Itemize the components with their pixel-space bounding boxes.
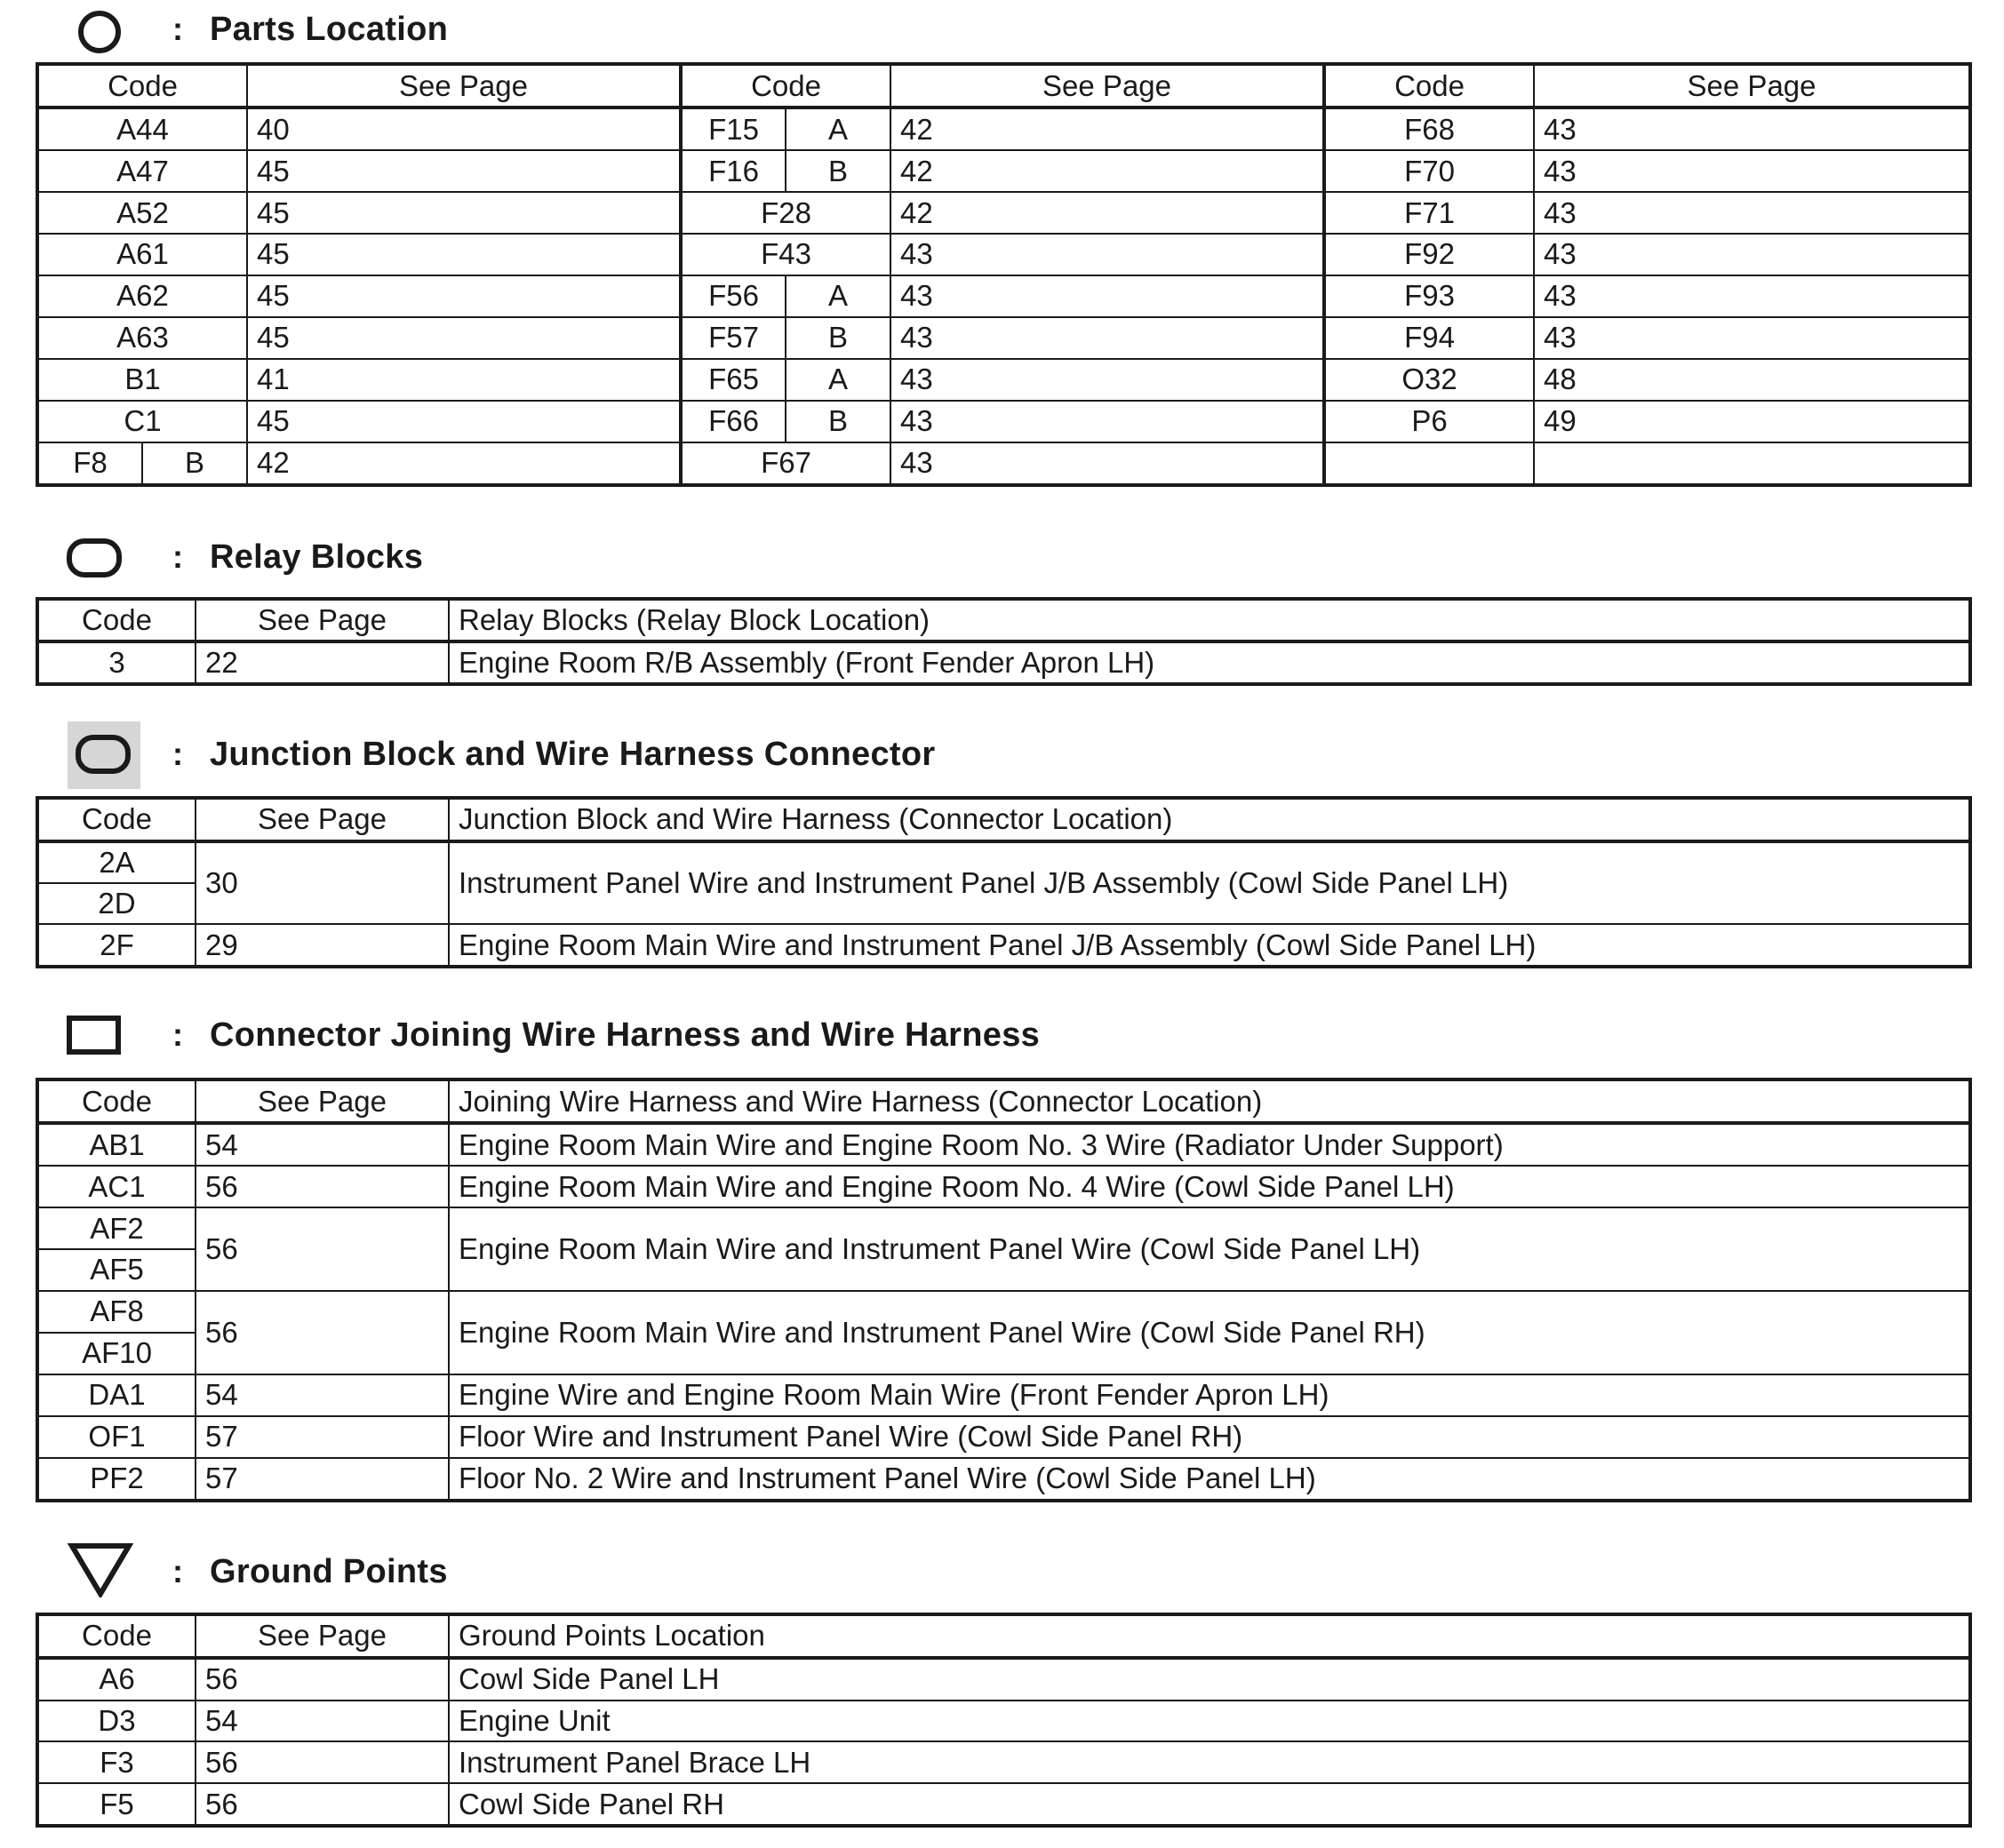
- table-row: [37, 1166, 1970, 1207]
- table-row: [37, 1458, 1970, 1501]
- table-row: [37, 359, 1970, 401]
- header-code: Code: [37, 798, 196, 841]
- heading-colon: :: [172, 538, 183, 575]
- table-row: [37, 150, 1970, 192]
- heading-colon: :: [172, 736, 183, 772]
- header-code: Code: [681, 64, 890, 108]
- code-cell: D3: [37, 1701, 196, 1742]
- table-row: [37, 317, 1970, 359]
- header-see-page: See Page: [247, 64, 681, 108]
- table-row: [37, 401, 1970, 442]
- page-cell: 54: [196, 1701, 449, 1742]
- header-code: Code: [37, 1614, 196, 1658]
- description-cell: Engine Room R/B Assembly (Front Fender Apron LH): [449, 641, 1970, 684]
- code-cell: F94: [1324, 317, 1534, 359]
- page-cell: 43: [890, 275, 1324, 317]
- table-row: [37, 1701, 1970, 1742]
- page-cell: 30: [196, 841, 449, 925]
- code-cell: A6: [37, 1658, 196, 1701]
- code-cell: F16: [681, 150, 786, 192]
- page-cell: 43: [890, 317, 1324, 359]
- ground-points-heading: [0, 1533, 2004, 1605]
- code-cell: F3: [37, 1741, 196, 1783]
- description-cell: Engine Room Main Wire and Engine Room No. 3 Wire (Radiator Under Support): [449, 1123, 1970, 1166]
- code-cell: A52: [37, 192, 247, 234]
- header-see-page: See Page: [1534, 64, 1970, 108]
- header-code: Code: [1324, 64, 1534, 108]
- page-cell: 42: [890, 150, 1324, 192]
- page-cell: 54: [196, 1123, 449, 1166]
- code-cell: F56: [681, 275, 786, 317]
- code-cell: F43: [681, 234, 890, 275]
- table-header-row: [37, 798, 1970, 841]
- page-cell: 42: [247, 442, 681, 485]
- table-row: [37, 1783, 1970, 1826]
- code-cell: A44: [37, 108, 247, 150]
- page-cell: 56: [196, 1783, 449, 1826]
- ground-points-table: [36, 1613, 1972, 1828]
- page-cell: 54: [196, 1374, 449, 1416]
- code-cell: O32: [1324, 359, 1534, 401]
- code-cell: A63: [37, 317, 247, 359]
- code-cell: F93: [1324, 275, 1534, 317]
- code-cell: AB1: [37, 1123, 196, 1166]
- heading-colon: :: [172, 1016, 183, 1053]
- header-see-page: See Page: [196, 1079, 449, 1123]
- code-cell: B1: [37, 359, 247, 401]
- heading-colon: :: [172, 11, 183, 47]
- code-cell: F28: [681, 192, 890, 234]
- page-cell: 56: [196, 1207, 449, 1291]
- page-cell: 43: [1534, 192, 1970, 234]
- table-header-row: [37, 64, 1970, 108]
- header-see-page: See Page: [890, 64, 1324, 108]
- variant-cell: A: [786, 359, 890, 401]
- table-row: [37, 1416, 1970, 1458]
- code-cell: F67: [681, 442, 890, 485]
- parts-location-heading: [0, 0, 2004, 71]
- shaded-rounded-rectangle-icon: [68, 721, 140, 789]
- section-title: Junction Block and Wire Harness Connector: [210, 736, 936, 773]
- code-cell: F8: [37, 442, 142, 485]
- header-see-page: See Page: [196, 798, 449, 841]
- rounded-rectangle-icon: [66, 537, 124, 581]
- table-row: [37, 1741, 1970, 1783]
- code-cell: 3: [37, 641, 196, 684]
- table-row: [37, 924, 1970, 967]
- table-row: [37, 108, 1970, 150]
- junction-block-table: [36, 796, 1972, 968]
- header-code: Code: [37, 599, 196, 641]
- table-row: [37, 1374, 1970, 1416]
- page-cell: 45: [247, 317, 681, 359]
- table-row: [37, 1207, 1970, 1249]
- code-cell: F5: [37, 1783, 196, 1826]
- page-cell: 43: [1534, 108, 1970, 150]
- code-cell: A61: [37, 234, 247, 275]
- page-cell: 45: [247, 275, 681, 317]
- page-cell: 43: [1534, 234, 1970, 275]
- description-cell: Engine Wire and Engine Room Main Wire (Front Fender Apron LH): [449, 1374, 1970, 1416]
- table-row: [37, 275, 1970, 317]
- section-title: Relay Blocks: [210, 538, 424, 576]
- variant-cell: B: [786, 317, 890, 359]
- page-cell: 40: [247, 108, 681, 150]
- header-see-page: See Page: [196, 599, 449, 641]
- section-title: Ground Points: [210, 1553, 448, 1590]
- page-cell: [1534, 442, 1970, 485]
- rectangle-icon: [66, 1015, 123, 1057]
- page-cell: 56: [196, 1166, 449, 1207]
- table-header-row: [37, 1079, 1970, 1123]
- page-cell: 43: [1534, 317, 1970, 359]
- page-cell: 43: [890, 401, 1324, 442]
- page-cell: 56: [196, 1291, 449, 1374]
- code-cell: AF2: [37, 1207, 196, 1249]
- page-cell: 57: [196, 1416, 449, 1458]
- description-cell: Engine Unit: [449, 1701, 1970, 1742]
- parts-location-table: [36, 62, 1972, 487]
- table-header-row: [37, 599, 1970, 641]
- header-code: Code: [37, 64, 247, 108]
- description-cell: Cowl Side Panel RH: [449, 1783, 1970, 1826]
- description-cell: Floor No. 2 Wire and Instrument Panel Wire (Cowl Side Panel LH): [449, 1458, 1970, 1501]
- page-cell: 45: [247, 192, 681, 234]
- header-description: Relay Blocks (Relay Block Location): [449, 599, 1970, 641]
- code-cell: [1324, 442, 1534, 485]
- header-description: Junction Block and Wire Harness (Connector Location): [449, 798, 1970, 841]
- page-cell: 57: [196, 1458, 449, 1501]
- code-cell: P6: [1324, 401, 1534, 442]
- page-cell: 45: [247, 234, 681, 275]
- variant-cell: A: [786, 108, 890, 150]
- header-code: Code: [37, 1079, 196, 1123]
- junction-block-heading: [0, 716, 2004, 787]
- relay-blocks-table: [36, 597, 1972, 686]
- table-row: [37, 1123, 1970, 1166]
- code-cell: C1: [37, 401, 247, 442]
- description-cell: Instrument Panel Brace LH: [449, 1741, 1970, 1783]
- code-cell: AF5: [37, 1249, 196, 1291]
- page-cell: 43: [1534, 150, 1970, 192]
- section-title: Parts Location: [210, 11, 449, 48]
- page-cell: 45: [247, 150, 681, 192]
- code-cell: 2A: [37, 841, 196, 884]
- table-row: [37, 442, 1970, 485]
- header-see-page: See Page: [196, 1614, 449, 1658]
- heading-colon: :: [172, 1553, 183, 1589]
- page-cell: 49: [1534, 401, 1970, 442]
- table-row: [37, 1291, 1970, 1333]
- page-cell: 42: [890, 192, 1324, 234]
- variant-cell: B: [142, 442, 247, 485]
- code-cell: 2D: [37, 883, 196, 924]
- code-cell: PF2: [37, 1458, 196, 1501]
- code-cell: 2F: [37, 924, 196, 967]
- code-cell: AC1: [37, 1166, 196, 1207]
- code-cell: F70: [1324, 150, 1534, 192]
- header-description: Ground Points Location: [449, 1614, 1970, 1658]
- triangle-down-icon: [68, 1539, 133, 1597]
- page-cell: 56: [196, 1658, 449, 1701]
- page-cell: 43: [1534, 275, 1970, 317]
- section-title: Connector Joining Wire Harness and Wire Harness: [210, 1016, 1041, 1054]
- table-row: [37, 841, 1970, 884]
- circle-icon: [76, 9, 123, 55]
- page-cell: 43: [890, 359, 1324, 401]
- code-cell: AF10: [37, 1333, 196, 1374]
- page-cell: 56: [196, 1741, 449, 1783]
- description-cell: Instrument Panel Wire and Instrument Panel J/B Assembly (Cowl Side Panel LH): [449, 841, 1970, 925]
- page-cell: 41: [247, 359, 681, 401]
- page-cell: 22: [196, 641, 449, 684]
- description-cell: Engine Room Main Wire and Instrument Panel Wire (Cowl Side Panel LH): [449, 1207, 1970, 1291]
- page-cell: 43: [890, 442, 1324, 485]
- page-cell: 29: [196, 924, 449, 967]
- code-cell: OF1: [37, 1416, 196, 1458]
- table-header-row: [37, 1614, 1970, 1658]
- table-row: [37, 641, 1970, 684]
- page-cell: 48: [1534, 359, 1970, 401]
- description-cell: Engine Room Main Wire and Instrument Panel J/B Assembly (Cowl Side Panel LH): [449, 924, 1970, 967]
- code-cell: A62: [37, 275, 247, 317]
- code-cell: F71: [1324, 192, 1534, 234]
- code-cell: F65: [681, 359, 786, 401]
- variant-cell: B: [786, 401, 890, 442]
- table-row: [37, 192, 1970, 234]
- description-cell: Floor Wire and Instrument Panel Wire (Cowl Side Panel RH): [449, 1416, 1970, 1458]
- page-cell: 45: [247, 401, 681, 442]
- description-cell: Engine Room Main Wire and Engine Room No. 4 Wire (Cowl Side Panel LH): [449, 1166, 1970, 1207]
- code-cell: F57: [681, 317, 786, 359]
- description-cell: Cowl Side Panel LH: [449, 1658, 1970, 1701]
- relay-blocks-heading: [0, 526, 2004, 597]
- page-cell: 43: [890, 234, 1324, 275]
- code-cell: F15: [681, 108, 786, 150]
- connector-joining-heading: [0, 1000, 2004, 1071]
- code-cell: AF8: [37, 1291, 196, 1333]
- table-row: [37, 234, 1970, 275]
- code-cell: A47: [37, 150, 247, 192]
- header-description: Joining Wire Harness and Wire Harness (Connector Location): [449, 1079, 1970, 1123]
- code-cell: DA1: [37, 1374, 196, 1416]
- code-cell: F66: [681, 401, 786, 442]
- connector-joining-table: [36, 1078, 1972, 1502]
- code-cell: F92: [1324, 234, 1534, 275]
- code-cell: F68: [1324, 108, 1534, 150]
- table-row: [37, 1658, 1970, 1701]
- variant-cell: B: [786, 150, 890, 192]
- page-cell: 42: [890, 108, 1324, 150]
- variant-cell: A: [786, 275, 890, 317]
- description-cell: Engine Room Main Wire and Instrument Panel Wire (Cowl Side Panel RH): [449, 1291, 1970, 1374]
